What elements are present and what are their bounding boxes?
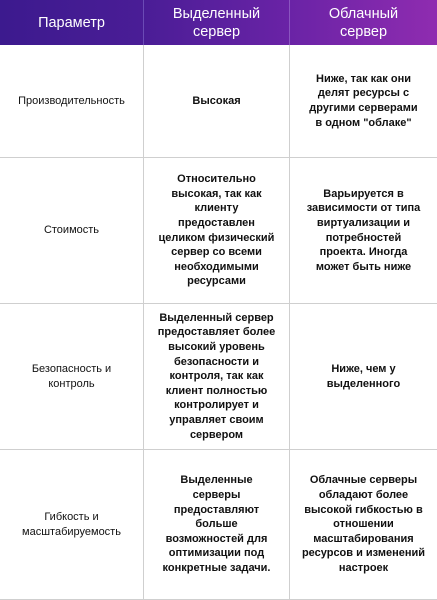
row-cost-param <box>0 158 144 304</box>
row-flexibility-cloud <box>290 450 437 600</box>
param-label: Производительность <box>18 94 125 107</box>
header-cloud-server-label: Облачный сервер <box>328 5 399 40</box>
row-security-param <box>0 304 144 450</box>
dedicated-value: Относительно высокая, так как клиенту предоставлен целиком физический сервер со всеми необходимыми ресурсами <box>158 173 275 288</box>
header-parameter-label: Параметр <box>38 14 105 31</box>
param-label: Безопасность и контроль <box>31 362 112 390</box>
dedicated-value: Выделенные серверы предоставляют больше возможностей для оптимизации под конкретные задачи. <box>162 474 271 574</box>
param-label: Гибкость и масштабируемость <box>22 510 121 538</box>
row-flexibility-dedicated <box>144 450 290 600</box>
row-performance-param <box>0 45 144 158</box>
param-label: Стоимость <box>43 224 100 237</box>
row-performance-dedicated <box>144 45 290 158</box>
cloud-value: Ниже, чем у выделенного <box>326 362 401 390</box>
header-dedicated-server <box>144 0 290 45</box>
row-security-dedicated <box>144 304 290 450</box>
row-cost-dedicated <box>144 158 290 304</box>
header-parameter <box>0 0 144 45</box>
cloud-value: Ниже, так как они делят ресурсы с другими серверами в одном "облаке" <box>309 72 418 129</box>
row-security-cloud <box>290 304 437 450</box>
dedicated-value: Высокая <box>192 94 241 107</box>
header-dedicated-server-label: Выделенный сервер <box>172 5 261 40</box>
header-cloud-server <box>290 0 437 45</box>
row-flexibility-param <box>0 450 144 600</box>
row-performance-cloud <box>290 45 437 158</box>
dedicated-value: Выделенный сервер предоставляет более высокий уровень безопасности и контроля, так как клиент полностью контролирует и управляет своим сервером <box>157 311 276 441</box>
row-cost-cloud <box>290 158 437 304</box>
cloud-value: Облачные серверы обладают более высокой гибкостью в отношении масштабирования ресурсов и изменений настроек <box>301 474 426 574</box>
cloud-value: Варьируется в зависимости от типа виртуализации и потребностей проекта. Иногда может быть ниже <box>306 187 421 273</box>
